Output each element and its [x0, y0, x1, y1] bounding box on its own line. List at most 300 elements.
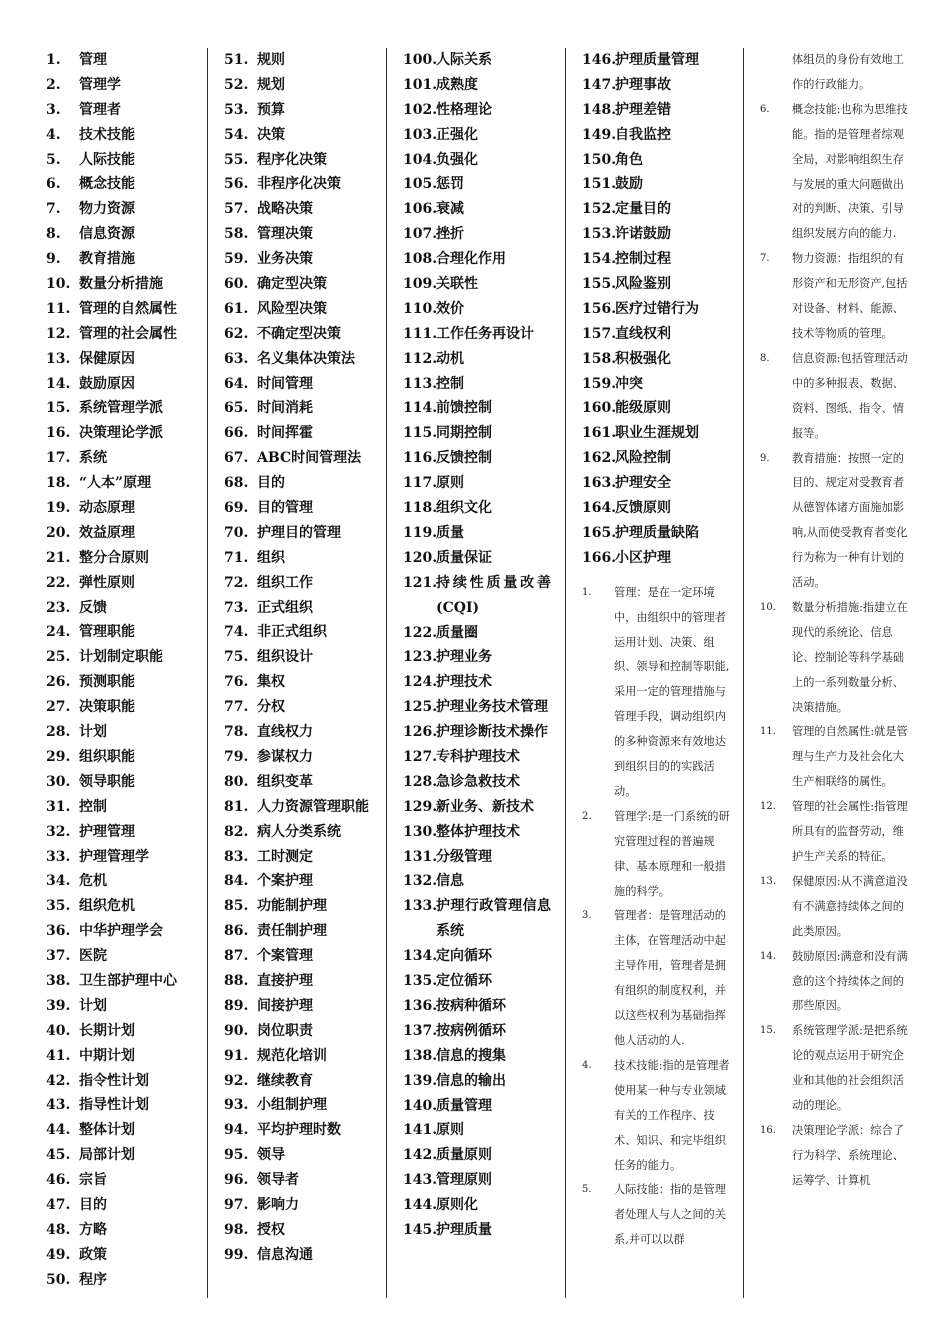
term-number: 63. — [224, 350, 249, 367]
term-text: 积极强化 — [615, 350, 671, 367]
term-text: 方略 — [79, 1221, 107, 1238]
term-item — [582, 148, 732, 173]
term-text: 程序 — [79, 1271, 107, 1288]
term-number: 91. — [224, 1047, 249, 1064]
term-number: 26. — [46, 674, 71, 691]
term-number: 156. — [582, 300, 617, 317]
term-item — [403, 944, 551, 969]
term-text: 信息 — [436, 873, 464, 890]
term-item — [403, 197, 551, 222]
definition-number: 2. — [582, 810, 592, 822]
term-item — [46, 571, 204, 596]
term-item — [46, 1168, 204, 1193]
term-number: 15. — [46, 400, 71, 417]
term-text: 信息沟通 — [257, 1246, 313, 1263]
term-text: 动态原理 — [79, 500, 135, 517]
term-number: 8. — [46, 226, 61, 243]
term-text: 弹性原则 — [79, 574, 135, 591]
term-item — [224, 1118, 382, 1143]
term-number: 127. — [403, 749, 438, 765]
term-number: 143. — [403, 1172, 438, 1189]
term-number: 37. — [46, 948, 71, 965]
term-text: 管理的自然属性 — [79, 300, 177, 317]
term-text: 工作任务再设计 — [436, 325, 534, 342]
definition-number: 3. — [582, 910, 592, 922]
term-item — [403, 969, 551, 994]
term-number: 29. — [46, 748, 71, 765]
term-number: 6. — [46, 176, 61, 193]
term-text: 质量 — [436, 524, 464, 541]
term-number: 13. — [46, 350, 71, 367]
term-item — [403, 148, 551, 173]
term-number: 141. — [403, 1122, 438, 1139]
term-item — [46, 421, 204, 446]
term-item — [224, 645, 382, 670]
term-item — [46, 1243, 204, 1268]
definition-item — [760, 1019, 908, 1119]
definition-text: 人际技能：指的是管理者处理人与人之间的关系,并可以以群 — [614, 1183, 726, 1247]
term-item — [582, 347, 732, 372]
term-number: 132. — [403, 873, 438, 890]
term-text: 系统 — [79, 450, 107, 467]
term-item — [403, 1193, 551, 1218]
term-item — [582, 272, 732, 297]
term-number: 66. — [224, 425, 249, 442]
term-text: 直线权力 — [257, 724, 313, 741]
term-text: 信息的输出 — [436, 1072, 506, 1089]
term-text: 组织文化 — [436, 500, 492, 517]
term-number: 129. — [403, 798, 438, 815]
term-number: 67. — [224, 450, 249, 467]
term-item — [582, 48, 732, 73]
term-number: 121. — [403, 574, 438, 591]
term-item — [46, 322, 204, 347]
term-text: 非正式组织 — [257, 624, 327, 641]
term-text: 目的 — [79, 1196, 107, 1213]
term-item — [224, 994, 382, 1019]
term-number: 53. — [224, 101, 249, 118]
term-number: 117. — [403, 475, 438, 492]
term-number: 126. — [403, 724, 438, 741]
term-text: 指令性计划 — [79, 1072, 149, 1089]
term-text: 定位循环 — [436, 973, 492, 990]
term-number: 52. — [224, 76, 249, 93]
term-text: 管理者 — [79, 101, 121, 118]
term-number: 95. — [224, 1147, 249, 1164]
term-item — [582, 297, 732, 322]
term-item — [403, 98, 551, 123]
term-number: 49. — [46, 1246, 71, 1263]
term-item — [46, 620, 204, 645]
definition-text: 教育措施：按照一定的目的、规定对受教育者从德智体诸方面施加影响,从而使受教育者变化行为称为一种有计划的活动。 — [792, 451, 908, 590]
term-text: 目的管理 — [257, 500, 313, 517]
definition-number: 15. — [760, 1025, 776, 1037]
term-item — [46, 372, 204, 397]
definition-item — [760, 720, 908, 795]
term-number: 1. — [46, 52, 61, 68]
term-number: 152. — [582, 201, 617, 218]
term-text: 组织工作 — [257, 574, 313, 591]
term-number: 75. — [224, 649, 249, 666]
term-item — [46, 48, 204, 73]
term-text: 效益原理 — [79, 524, 135, 541]
term-number: 57. — [224, 201, 249, 218]
term-item — [403, 1143, 551, 1168]
term-item — [224, 670, 382, 695]
term-text: 整体护理技术 — [436, 823, 520, 840]
term-item — [403, 1019, 551, 1044]
definition-item — [760, 795, 908, 870]
term-column-1 — [46, 48, 204, 1293]
term-number: 124. — [403, 674, 438, 691]
term-item — [403, 372, 551, 397]
term-text: 原则化 — [436, 1197, 478, 1214]
term-item — [46, 222, 204, 247]
term-item — [46, 1044, 204, 1069]
term-number: 12. — [46, 325, 71, 342]
definition-text: 系统管理学派:是把系统论的观点运用于研究企业和其他的社会组织活动的理论。 — [792, 1024, 908, 1113]
term-item — [582, 396, 732, 421]
term-item — [403, 845, 551, 870]
term-number: 54. — [224, 126, 249, 143]
term-number: 113. — [403, 375, 438, 392]
term-text: 业务决策 — [257, 251, 313, 268]
term-item — [582, 247, 732, 272]
term-text: 护理质量缺陷 — [615, 524, 699, 541]
term-number: 164. — [582, 500, 617, 517]
term-text: 医疗过错行为 — [615, 300, 699, 317]
term-text: 急诊急救技术 — [436, 773, 520, 790]
term-number: 112. — [403, 350, 438, 367]
term-number: 79. — [224, 748, 249, 765]
term-item — [403, 1069, 551, 1094]
term-number: 70. — [224, 524, 249, 541]
definition-text: 决策理论学派：综合了行为科学、系统理论、运筹学、计算机 — [792, 1123, 904, 1187]
term-item — [224, 845, 382, 870]
definition-text: 数量分析措施:指建立在现代的系统论、信息论、控制论等科学基础上的一系列数量分析、决策措施。 — [792, 600, 908, 714]
term-item — [403, 994, 551, 1019]
term-text: 预算 — [257, 101, 285, 118]
term-text: 影响力 — [257, 1196, 299, 1213]
term-text: 护理诊断技术操作 — [436, 724, 548, 741]
term-number: 3. — [46, 101, 61, 118]
term-item — [224, 795, 382, 820]
definition-item — [582, 1178, 732, 1253]
term-number: 100. — [403, 52, 438, 68]
term-number: 31. — [46, 798, 71, 815]
term-text: 技术技能 — [79, 126, 135, 143]
term-text: 风险鉴别 — [615, 276, 671, 293]
term-text: 效价 — [436, 300, 464, 317]
term-text: 护理差错 — [615, 101, 671, 118]
term-item — [46, 446, 204, 471]
term-text: 整体计划 — [79, 1122, 135, 1139]
term-text: 保健原因 — [79, 350, 135, 367]
definition-item — [582, 1054, 732, 1179]
term-text: 护理目的管理 — [257, 524, 341, 541]
term-number: 18. — [46, 475, 71, 492]
term-number: 140. — [403, 1097, 438, 1114]
term-number: 41. — [46, 1047, 71, 1064]
term-text: 时间挥霍 — [257, 425, 313, 442]
term-number: 85. — [224, 898, 249, 915]
term-item — [403, 546, 551, 571]
term-item — [46, 645, 204, 670]
term-text: 概念技能 — [79, 176, 135, 193]
term-item — [403, 471, 551, 496]
term-item — [224, 1168, 382, 1193]
term-item — [582, 421, 732, 446]
definition-text: 体组员的身份有效地工作的行政能力。 — [792, 53, 904, 91]
definition-number: 1. — [582, 586, 592, 598]
term-number: 105. — [403, 176, 438, 193]
term-number: 139. — [403, 1072, 438, 1089]
term-number: 65. — [224, 400, 249, 417]
term-number: 2. — [46, 76, 61, 93]
term-item — [224, 620, 382, 645]
term-number: 145. — [403, 1221, 438, 1238]
term-number: 88. — [224, 972, 249, 989]
term-text: 工时测定 — [257, 848, 313, 865]
term-item — [224, 197, 382, 222]
term-item — [224, 48, 382, 73]
term-number: 89. — [224, 997, 249, 1014]
term-text: 非程序化决策 — [257, 176, 341, 193]
term-text: 中期计划 — [79, 1047, 135, 1064]
term-text: 小区护理 — [615, 549, 671, 566]
term-item — [224, 297, 382, 322]
definition-item — [760, 247, 908, 347]
term-item — [224, 73, 382, 98]
term-text: 计划 — [79, 997, 107, 1014]
term-item — [403, 869, 551, 894]
term-item — [403, 621, 551, 646]
term-number: 119. — [403, 524, 438, 541]
definition-text: 技术技能:指的是管理者使用某一种与专业领域有关的工作程序、技术、知识、和完毕组织任务的能力。 — [614, 1058, 730, 1172]
term-item — [224, 446, 382, 471]
definition-item — [582, 581, 732, 805]
term-number: 87. — [224, 948, 249, 965]
term-text: 规则 — [257, 52, 285, 68]
term-item — [46, 1019, 204, 1044]
term-number: 147. — [582, 76, 617, 93]
term-number: 101. — [403, 76, 438, 93]
term-text: 风险型决策 — [257, 300, 327, 317]
term-text: 决策理论学派 — [79, 425, 163, 442]
term-number: 92. — [224, 1072, 249, 1089]
term-text: 指导性计划 — [79, 1097, 149, 1114]
term-text: 控制 — [436, 375, 464, 392]
term-number: 122. — [403, 624, 438, 641]
term-item — [46, 148, 204, 173]
term-number: 42. — [46, 1072, 71, 1089]
term-text: 卫生部护理中心 — [79, 972, 177, 989]
term-number: 134. — [403, 948, 438, 965]
term-item — [403, 172, 551, 197]
term-number: 115. — [403, 425, 438, 442]
term-item — [224, 546, 382, 571]
term-text: 长期计划 — [79, 1022, 135, 1039]
term-number: 27. — [46, 699, 71, 716]
term-number: 80. — [224, 773, 249, 790]
term-item — [46, 845, 204, 870]
term-text: 参谋权力 — [257, 748, 313, 765]
term-item — [46, 869, 204, 894]
term-item — [403, 795, 551, 820]
term-item — [403, 1218, 551, 1243]
term-text: 职业生涯规划 — [615, 425, 699, 442]
definition-number: 11. — [760, 726, 776, 738]
term-item — [46, 944, 204, 969]
term-item — [46, 795, 204, 820]
term-text: 岗位职责 — [257, 1022, 313, 1039]
term-text: 定向循环 — [436, 948, 492, 965]
term-item — [403, 720, 551, 745]
term-number: 96. — [224, 1172, 249, 1189]
term-number: 64. — [224, 375, 249, 392]
term-text: 系统管理学派 — [79, 400, 163, 417]
term-text: 领导者 — [257, 1172, 299, 1189]
term-number: 136. — [403, 997, 438, 1014]
term-item — [403, 396, 551, 421]
definition-text: 概念技能:也称为思维技能。指的是管理者综观全局，对影响组织生存与发展的重大问题做出对的判断、决策、引导组织发展方向的能力. — [792, 102, 908, 241]
term-item — [46, 471, 204, 496]
term-text: 衰减 — [436, 201, 464, 218]
term-column-3 — [403, 48, 551, 1243]
term-item — [46, 197, 204, 222]
term-text: 分级管理 — [436, 848, 492, 865]
term-number: 40. — [46, 1022, 71, 1039]
term-number: 158. — [582, 350, 617, 367]
term-text: 冲突 — [615, 375, 643, 392]
term-item — [46, 596, 204, 621]
term-text: 预测职能 — [79, 674, 135, 691]
term-item — [582, 123, 732, 148]
term-item — [224, 894, 382, 919]
term-text: 直接护理 — [257, 972, 313, 989]
term-number: 109. — [403, 276, 438, 293]
term-item — [224, 247, 382, 272]
term-item — [403, 1168, 551, 1193]
term-item — [582, 546, 732, 571]
term-number: 111. — [403, 325, 438, 342]
column-divider — [743, 48, 744, 1298]
term-number: 107. — [403, 226, 438, 243]
term-item — [46, 720, 204, 745]
term-text: 组织变革 — [257, 773, 313, 790]
term-number: 163. — [582, 475, 617, 492]
term-item — [224, 396, 382, 421]
term-column-2 — [224, 48, 382, 1268]
term-item — [46, 820, 204, 845]
term-item — [46, 98, 204, 123]
term-text: 质量保证 — [436, 549, 492, 566]
term-text: 护理安全 — [615, 475, 671, 492]
term-text: 鼓励原因 — [79, 375, 135, 392]
term-item — [224, 571, 382, 596]
term-text: 护理管理 — [79, 823, 135, 840]
term-text: 领导 — [257, 1147, 285, 1164]
term-number: 73. — [224, 599, 249, 616]
term-number: 83. — [224, 848, 249, 865]
term-number: 94. — [224, 1122, 249, 1139]
term-text: 医院 — [79, 948, 107, 965]
term-item — [46, 546, 204, 571]
term-number: 62. — [224, 325, 249, 342]
definition-text: 保健原因:从不满意道没有不满意持续体之间的此类原因。 — [792, 874, 908, 938]
term-number: 120. — [403, 549, 438, 566]
term-number: 159. — [582, 375, 617, 392]
column-divider — [386, 48, 387, 1298]
term-item — [46, 496, 204, 521]
term-number: 21. — [46, 549, 71, 566]
term-text: 许诺鼓励 — [615, 226, 671, 243]
term-number: 5. — [46, 151, 61, 168]
term-text: 组织职能 — [79, 748, 135, 765]
term-number: 20. — [46, 524, 71, 541]
term-text: 前馈控制 — [436, 400, 492, 417]
term-item — [224, 1243, 382, 1268]
term-number: 153. — [582, 226, 617, 243]
term-number: 138. — [403, 1047, 438, 1064]
term-number: 160. — [582, 400, 617, 417]
term-text: 决策职能 — [79, 699, 135, 716]
term-item — [403, 645, 551, 670]
term-item — [403, 1094, 551, 1119]
definition-item — [760, 1119, 908, 1194]
term-item — [224, 919, 382, 944]
definition-number: 7. — [760, 253, 770, 265]
term-text: 规划 — [257, 76, 285, 93]
term-text: 信息资源 — [79, 226, 135, 243]
term-item — [46, 919, 204, 944]
definition-item — [760, 98, 908, 247]
term-number: 166. — [582, 549, 617, 566]
term-number: 155. — [582, 276, 617, 293]
term-text: 人力资源管理职能 — [257, 798, 369, 815]
term-item — [46, 172, 204, 197]
term-item — [224, 1069, 382, 1094]
definition-number: 4. — [582, 1059, 592, 1071]
definition-item — [760, 347, 908, 447]
term-item — [46, 73, 204, 98]
term-text: 政策 — [79, 1246, 107, 1263]
term-number: 43. — [46, 1097, 71, 1114]
term-text: 动机 — [436, 350, 464, 367]
term-text: 合理化作用 — [436, 251, 506, 268]
term-text: 护理质量 — [436, 1221, 492, 1238]
term-text: 质量原则 — [436, 1147, 492, 1164]
term-text: 性格理论 — [436, 101, 492, 118]
definition-number: 13. — [760, 875, 776, 887]
term-text: 正强化 — [436, 126, 478, 143]
term-number: 25. — [46, 649, 71, 666]
term-number: 161. — [582, 425, 617, 442]
term-number: 157. — [582, 325, 617, 342]
term-number: 162. — [582, 450, 617, 467]
term-text: 能级原则 — [615, 400, 671, 417]
term-item — [224, 596, 382, 621]
term-number: 24. — [46, 624, 71, 641]
term-number: 72. — [224, 574, 249, 591]
definition-item — [760, 48, 908, 98]
term-text: 护理技术 — [436, 674, 492, 691]
term-text: 持续性质量改善(CQI) — [436, 574, 551, 616]
term-text: 按病种循环 — [436, 997, 506, 1014]
term-item — [582, 521, 732, 546]
term-number: 125. — [403, 699, 438, 716]
term-number: 102. — [403, 101, 438, 118]
